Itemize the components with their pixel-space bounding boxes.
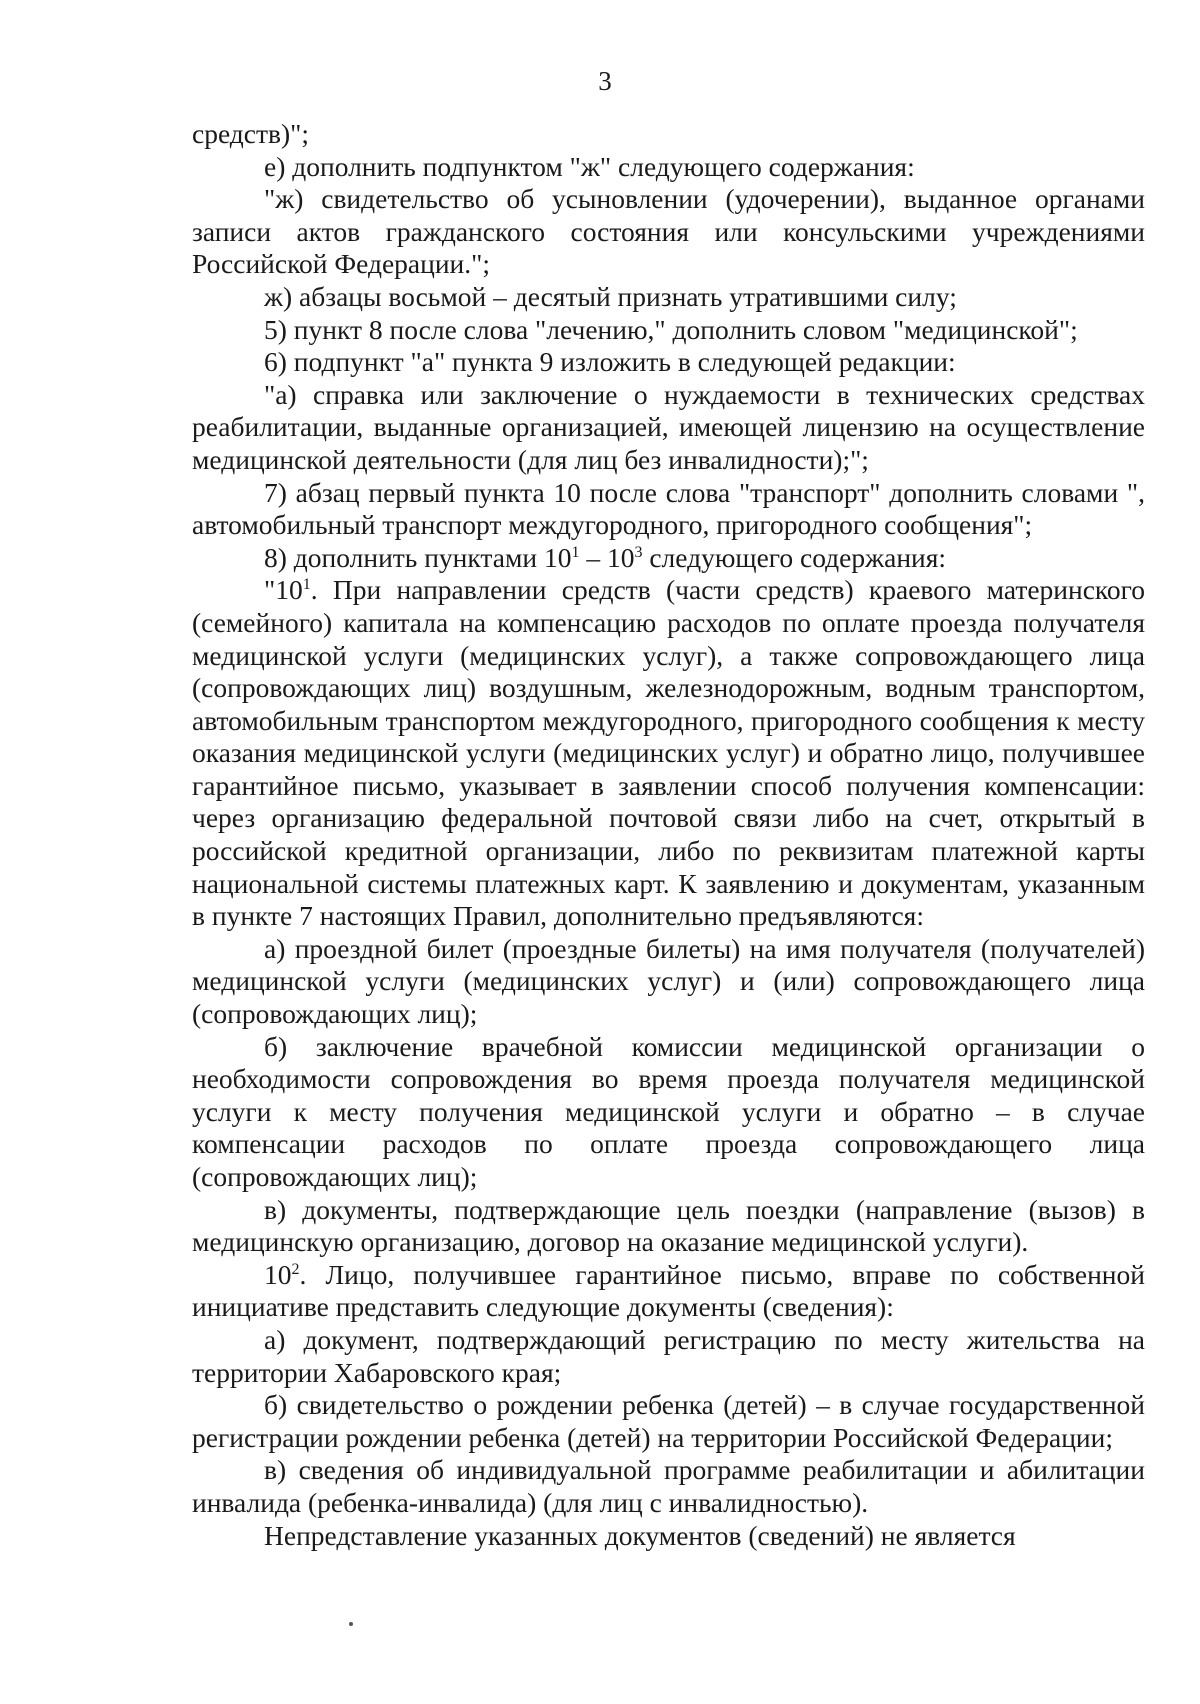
paragraph-subitem-v: в) документы, подтверждающие цель поездки (направление (вызов) в медицинскую организацию, договор на оказание медицинской услуги).: [192, 1193, 1145, 1258]
paragraph-subitem-zh-text: "ж) свидетельство об усыновлении (удочерении), выданное органами записи актов гражданского состояния или консульскими учреждениями Российской Федерации.";: [192, 183, 1145, 280]
paragraph-item-7: 7) абзац первый пункта 10 после слова "транспорт" дополнить словами ", автомобильный транспорт междугородного, пригородного сообщения";: [192, 476, 1145, 541]
superscript: 1: [571, 543, 580, 561]
paragraph-subitem-v-2: в) сведения об индивидуальной программе реабилитации и абилитации инвалида (ребенка-инвалида) (для лиц с инвалидностью).: [192, 1454, 1145, 1518]
paragraph-point-10-1: [192, 574, 1145, 933]
document-body: [192, 118, 1145, 1552]
paragraph-point-10-1-text: . При направлении средств (части средств) краевого материнского (семейного) капитала на компенсацию расходов по оплате проезда получателя медицинской услуги (медицинских услуг), а также сопровождающего лица (сопровождающих лиц) воздушным, железнодорожным, водным транспортом, автомобильным транспортом междугородного, пригородного сообщения к месту оказания медицинской услуги (медицинских услуг) и обратно лицо, получившее гарантийное письмо, указывает в заявлении способ получения компенсации: через организацию федеральной почтовой связи либо на счет, открытый в российской кредитной организации, либо по реквизитам платежной карты национальной системы платежных карт. К заявлению и документам, указанным в пункте 7 настоящих Правил, дополнительно предъявляются:: [192, 574, 1145, 932]
paragraph-point-10-2: [192, 1259, 1145, 1324]
paragraph-point-10-2-text: . Лицо, получившее гарантийное письмо, вправе по собственной инициативе представить следующие документы (сведения):: [192, 1258, 1145, 1323]
scan-speck: [349, 1622, 353, 1626]
paragraph-item-5: 5) пункт 8 после слова "лечению," дополнить словом "медицинской";: [264, 313, 1078, 345]
paragraph-subitem-b: б) заключение врачебной комиссии медицинской организации о необходимости сопровождения во время проезда получателя медицинской услуги к месту получения медицинской услуги и обратно – в случае компенсации расходов по оплате проезда сопровождающего лица (сопровождающих лиц);: [192, 1030, 1145, 1192]
paragraph-subitem-b-2: б) свидетельство о рождении ребенка (детей) – в случае государственной регистрации рождении ребенка (детей) на территории Российской Федерации;: [192, 1389, 1145, 1453]
paragraph-item-8-post: следующего содержания:: [642, 541, 947, 573]
paragraph-item-8: [192, 542, 1145, 575]
paragraph-continuation: средств)";: [192, 118, 310, 149]
page-number: 3: [598, 66, 612, 96]
paragraph-subitem-a: а) проездной билет (проездные билеты) на имя получателя (получателей) медицинской услуги (медицинских услуг) и (или) сопровождающего лица (сопровождающих лиц);: [192, 932, 1145, 1030]
paragraph-item-8-mid: – 10: [579, 541, 635, 573]
superscript: 3: [634, 543, 643, 561]
superscript: 2: [291, 1260, 300, 1278]
paragraph-subitem-a-2: а) документ, подтверждающий регистрацию по месту жительства на территории Хабаровского края;: [192, 1323, 1145, 1388]
paragraph-subitem-zh: ж) абзацы восьмой – десятый признать утратившими силу;: [264, 280, 957, 312]
paragraph-final: Непредставление указанных документов (сведений) не является: [264, 1519, 1016, 1551]
paragraph-item-6: 6) подпункт "а" пункта 9 изложить в следующей редакции:: [264, 346, 956, 378]
paragraph-point-10-2-pre: 10: [264, 1258, 292, 1290]
paragraph-subitem-e: е) дополнить подпунктом "ж" следующего содержания:: [264, 150, 915, 182]
paragraph-point-10-1-pre: "10: [264, 574, 303, 606]
paragraph-item-6-text: "а) справка или заключение о нуждаемости в технических средствах реабилитации, выданные организацией, имеющей лицензию на осуществление медицинской деятельности (для лиц без инвалидности);";: [192, 378, 1145, 475]
paragraph-item-8-pre: 8) дополнить пунктами 10: [264, 541, 572, 573]
superscript: 1: [302, 576, 311, 594]
